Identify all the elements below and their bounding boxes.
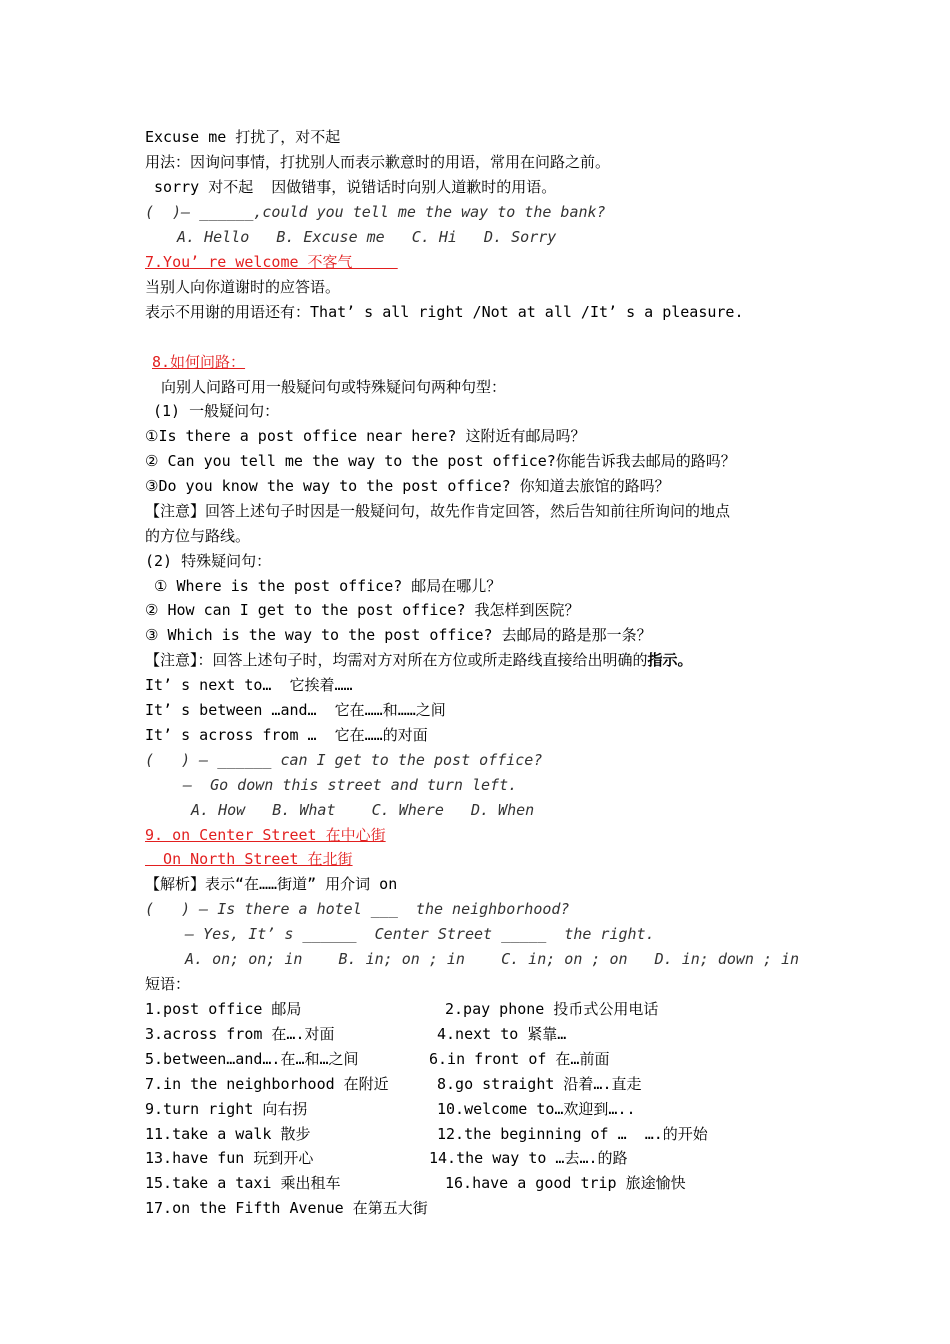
question-2-stem: ( ) — ______ can I get to the post office? (145, 751, 543, 769)
phrase-item: 3.across from 在….对面 (145, 1025, 335, 1043)
phrase-item: 14.the way to …去….的路 (429, 1149, 628, 1167)
phrase-item: 15.take a taxi 乘出租车 (145, 1174, 341, 1192)
analysis-line: 【解析】表示“在……街道” 用介词 on (145, 875, 398, 893)
section-7-heading: 7.You’ re welcome 不客气 (145, 253, 398, 271)
question-3-stem: ( ) — Is there a hotel ___ the neighborhood? (145, 900, 570, 918)
phrase-item: 4.next to 紧靠… (437, 1025, 567, 1043)
question-3-options: A. on; on; in B. in; on ; in C. in; on ; on D. in; down ; in (185, 950, 800, 968)
phrase-item: 2.pay phone 投币式公用电话 (445, 1000, 659, 1018)
general-question-3: ③Do you know the way to the post office? 你知道去旅馆的路吗？ (145, 477, 670, 495)
general-question-title: (1) 一般疑问句： (153, 402, 280, 420)
special-question-3: ③ Which is the way to the post office? 去邮局的路是那一条？ (145, 626, 652, 644)
phrase-item: 11.take a walk 散步 (145, 1125, 311, 1143)
phrase-item: 17.on the Fifth Avenue 在第五大街 (145, 1199, 428, 1217)
section-9-heading-2: On North Street 在北街 (145, 850, 353, 868)
general-question-1: ①Is there a post office near here? 这附近有邮局吗？ (145, 427, 586, 445)
special-question-title: (2) 特殊疑问句： (145, 552, 272, 570)
phrase-item: 12.the beginning of … ….的开始 (437, 1125, 708, 1143)
phrase-item: 9.turn right 向右拐 (145, 1100, 308, 1118)
section-7-line-1: 当别人向你道谢时的应答语。 (145, 278, 341, 296)
position-phrase-2: It’ s between …and… 它在……和……之间 (145, 701, 446, 719)
phrases-title: 短语： (145, 975, 191, 993)
position-phrase-1: It’ s next to… 它挨着…… (145, 676, 353, 694)
question-3-answer: — Yes, It’ s ______ Center Street _____ the right. (185, 925, 655, 943)
question-2-answer: — Go down this street and turn left. (183, 776, 518, 794)
section-9-heading-1: 9. on Center Street 在中心街 (145, 826, 386, 844)
phrase-item: 10.welcome to…欢迎到….. (437, 1100, 636, 1118)
section-8-heading: 8.如何问路： (152, 353, 246, 371)
phrase-item: 1.post office 邮局 (145, 1000, 302, 1018)
general-question-2: ② Can you tell me the way to the post office?你能告诉我去邮局的路吗？ (145, 452, 736, 470)
question-1-options: A. Hello B. Excuse me C. Hi D. Sorry (177, 228, 557, 246)
special-question-1: ① Where is the post office? 邮局在哪儿？ (145, 577, 502, 595)
question-1-stem: ( )— ______,could you tell me the way to the bank? (145, 203, 606, 221)
phrase-item: 6.in front of 在…前面 (429, 1050, 610, 1068)
phrase-item: 13.have fun 玩到开心 (145, 1149, 314, 1167)
sorry-note: sorry 对不起 因做错事，说错话时向别人道歉时的用语。 (145, 178, 557, 196)
section-8-intro: 向别人问路可用一般疑问句或特殊疑问句两种句型： (161, 378, 507, 396)
note-2-text: 【注意】：回答上述句子时，均需对方对所在方位或所走路线直接给出明确的 (145, 651, 648, 669)
phrase-item: 7.in the neighborhood 在附近 (145, 1075, 389, 1093)
position-phrase-3: It’ s across from … 它在……的对面 (145, 726, 428, 744)
excuse-me-title: Excuse me 打扰了，对不起 (145, 128, 341, 146)
note-2-bold: 指示。 (647, 651, 693, 669)
note-1-line-1: 【注意】回答上述句子时因是一般疑问句，故先作肯定回答，然后告知前往所询问的地点 (145, 502, 731, 520)
phrase-item: 16.have a good trip 旅途愉快 (445, 1174, 686, 1192)
special-question-2: ② How can I get to the post office? 我怎样到医院？ (145, 601, 580, 619)
question-2-options: A. How B. What C. Where D. When (191, 801, 535, 819)
usage-line: 用法：因询问事情，打扰别人而表示歉意时的用语，常用在问路之前。 (145, 153, 611, 171)
note-2 (145, 650, 693, 670)
phrase-item: 5.between…and….在…和…之间 (145, 1050, 359, 1068)
section-7-line-2: 表示不用谢的用语还有：That’ s all right /Not at all /It’ s a pleasure. (145, 303, 744, 321)
phrase-item: 8.go straight 沿着….直走 (437, 1075, 642, 1093)
note-1-line-2: 的方位与路线。 (145, 527, 251, 545)
